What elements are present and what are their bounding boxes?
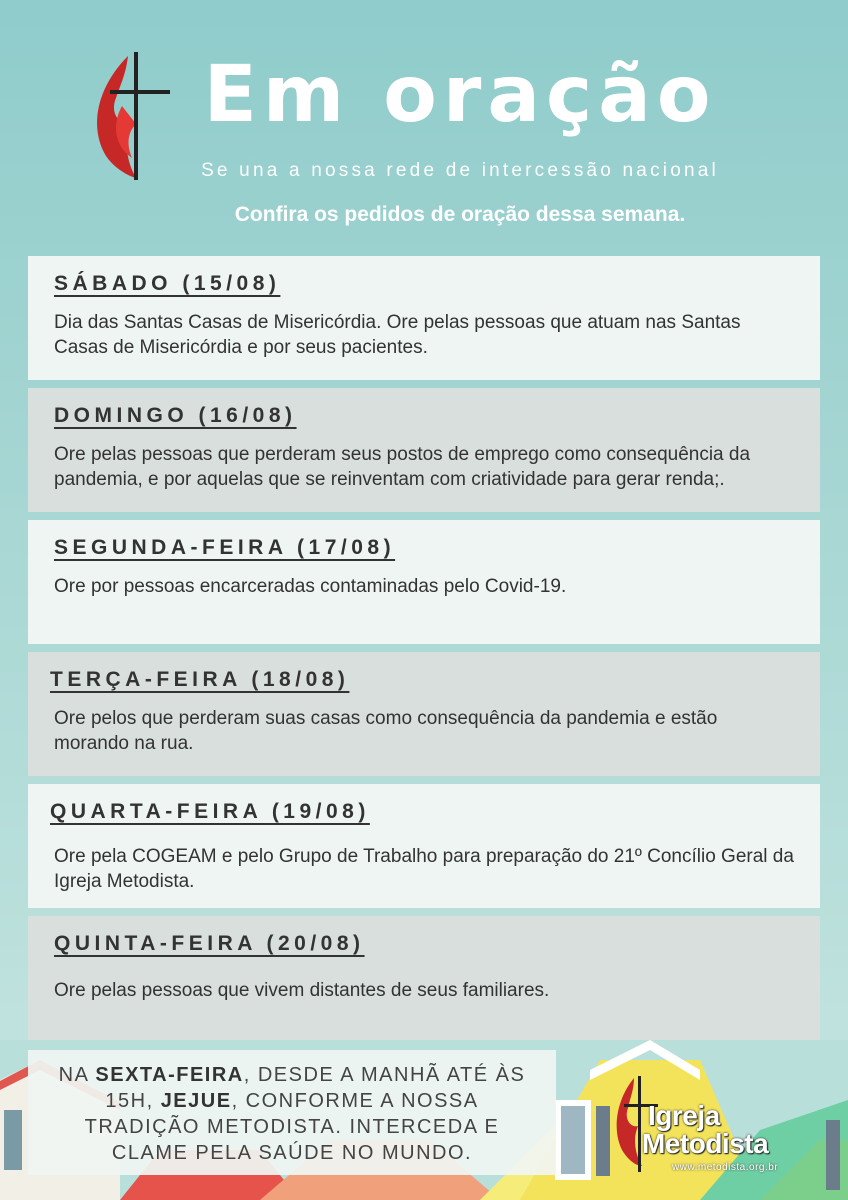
fasting-text-1: NA	[58, 1064, 96, 1086]
fasting-day: SEXTA-FEIRA	[95, 1064, 244, 1086]
brand-url: www.metodista.org.br	[672, 1162, 779, 1173]
prayer-card-tuesday	[28, 652, 820, 776]
card-prayer-text: Ore pelas pessoas que vivem distantes de seus familiares.	[54, 980, 550, 1001]
cross-flame-logo	[88, 46, 178, 186]
intro-text: Confira os pedidos de oração dessa semana.	[234, 203, 686, 226]
card-prayer-text: Dia das Santas Casas de Misericórdia. Ore pelas pessoas que atuam nas Santas Casas de Misericórdia e por seus pacientes.	[54, 312, 741, 358]
fasting-text-3: , CONFORME A NOSSA TRADIÇÃO METODISTA. INTERCEDA E CLAME PELA SAÚDE NO MUNDO.	[84, 1090, 500, 1164]
card-day-title: TERÇA-FEIRA (18/08)	[50, 668, 350, 691]
card-day-title: QUARTA-FEIRA (19/08)	[50, 800, 370, 823]
card-prayer-text: Ore por pessoas encarceradas contaminadas pelo Covid-19.	[54, 576, 567, 597]
page-title: Em oração	[203, 50, 717, 140]
card-day-title: QUINTA-FEIRA (20/08)	[54, 932, 365, 955]
card-prayer-text: Ore pelas pessoas que perderam seus postos de emprego como consequência da pandemia, e por aquelas que se reinventam com criatividade para gerar renda;.	[54, 444, 751, 490]
card-day-title: DOMINGO (16/08)	[54, 404, 297, 427]
card-day-title: SEGUNDA-FEIRA (17/08)	[54, 536, 396, 559]
brand-name-line1: Igreja	[648, 1100, 720, 1131]
brand-name-line2: Metodista	[642, 1128, 769, 1159]
page-subtitle: Se una a nossa rede de intercessão nacional	[201, 160, 719, 181]
fasting-text-2: , DESDE A MANHÃ ATÉ ÀS 15H,	[105, 1064, 526, 1112]
card-prayer-text: Ore pela COGEAM e pelo Grupo de Trabalho para preparação do 21º Concílio Geral da Igreja Metodista.	[54, 846, 794, 892]
prayer-card-wednesday	[28, 784, 820, 908]
fasting-keyword: JEJUE	[160, 1090, 232, 1112]
fasting-notice	[28, 1050, 556, 1175]
prayer-card-thursday	[28, 916, 820, 1040]
prayer-card-monday	[28, 520, 820, 644]
brand-logo	[612, 1074, 812, 1184]
card-day-title: SÁBADO (15/08)	[54, 272, 281, 295]
prayer-card-sunday	[28, 388, 820, 512]
card-prayer-text: Ore pelos que perderam suas casas como consequência da pandemia e estão morando na rua.	[54, 708, 718, 754]
prayer-card-saturday	[28, 256, 820, 380]
